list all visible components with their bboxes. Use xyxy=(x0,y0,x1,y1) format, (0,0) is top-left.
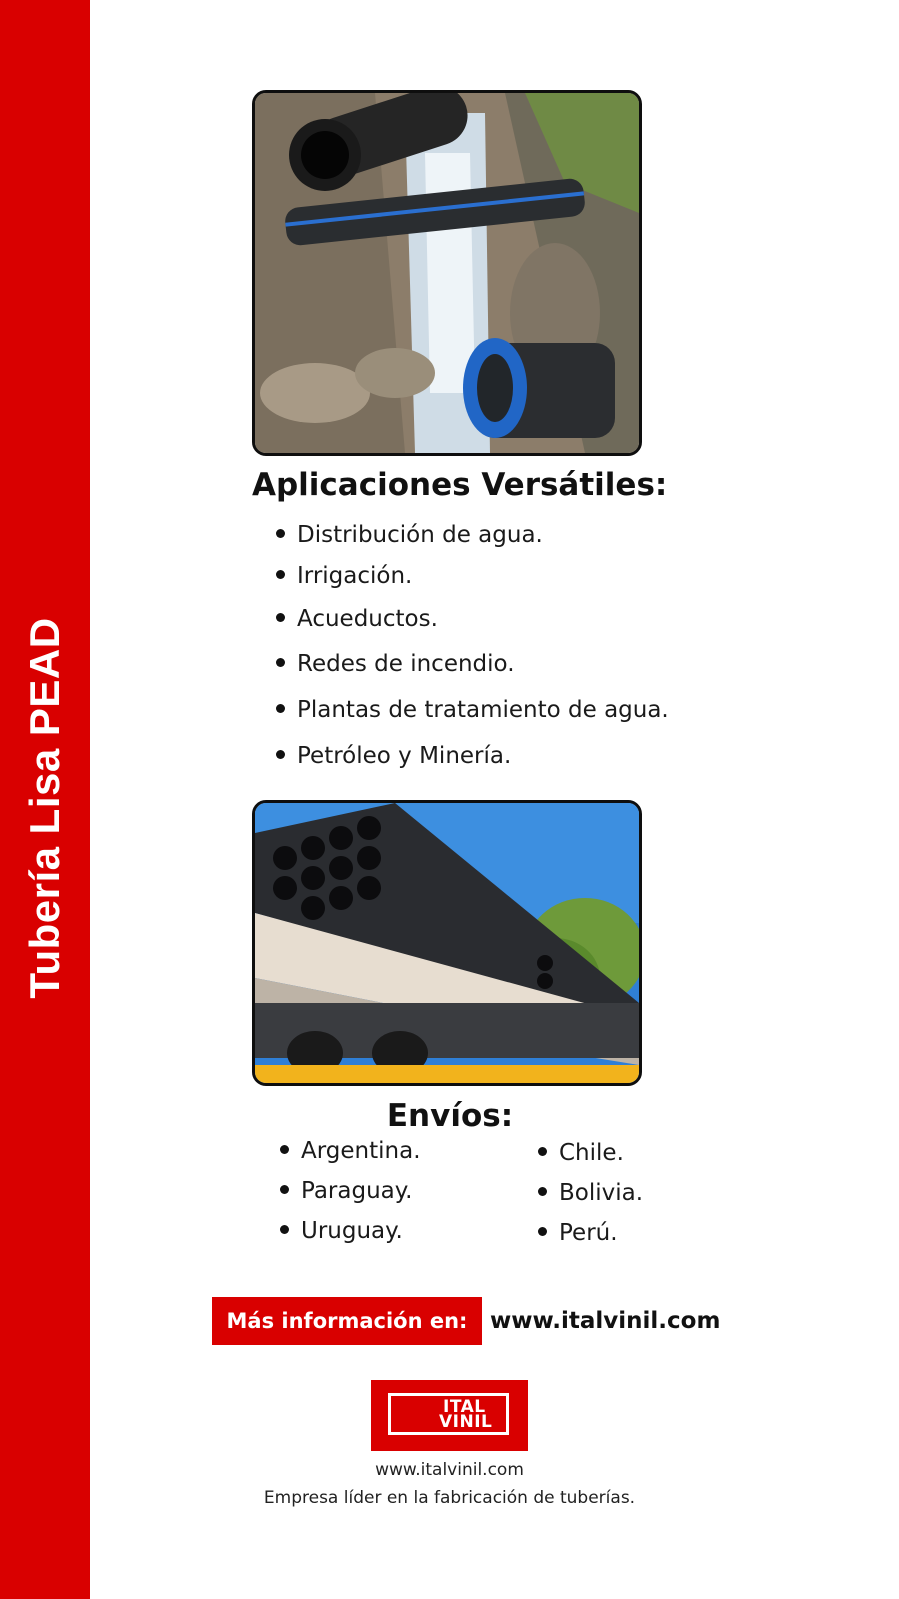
logo-text-line1: ITAL xyxy=(443,1397,486,1417)
list-item: Redes de incendio. xyxy=(276,651,515,677)
list-item: Bolivia. xyxy=(538,1180,643,1206)
footer-tagline: Empresa líder en la fabricación de tuberías. xyxy=(263,1488,636,1508)
list-item: Paraguay. xyxy=(280,1178,412,1204)
footer-website[interactable]: www.italvinil.com xyxy=(375,1460,524,1480)
list-item: Distribución de agua. xyxy=(276,522,543,548)
more-info-label: Más información en: xyxy=(212,1297,482,1345)
truck-with-pipes-photo xyxy=(252,800,642,1086)
product-title: Tubería Lisa PEAD xyxy=(21,617,68,999)
logo-frame xyxy=(388,1393,509,1435)
list-item: Perú. xyxy=(538,1220,618,1246)
logo-text-line2: VINIL xyxy=(439,1412,493,1432)
pipes-in-channel-photo xyxy=(252,90,642,456)
shipping-heading: Envíos: xyxy=(386,1098,514,1134)
list-item: Plantas de tratamiento de agua. xyxy=(276,697,669,723)
applications-heading: Aplicaciones Versátiles: xyxy=(252,467,668,503)
italvinil-logo xyxy=(371,1380,528,1451)
list-item: Acueductos. xyxy=(276,606,438,632)
side-banner xyxy=(0,0,90,1599)
list-item: Petróleo y Minería. xyxy=(276,743,511,769)
list-item: Irrigación. xyxy=(276,563,412,589)
list-item: Argentina. xyxy=(280,1138,421,1164)
list-item: Uruguay. xyxy=(280,1218,403,1244)
website-link[interactable]: www.italvinil.com xyxy=(490,1308,721,1334)
list-item: Chile. xyxy=(538,1140,624,1166)
